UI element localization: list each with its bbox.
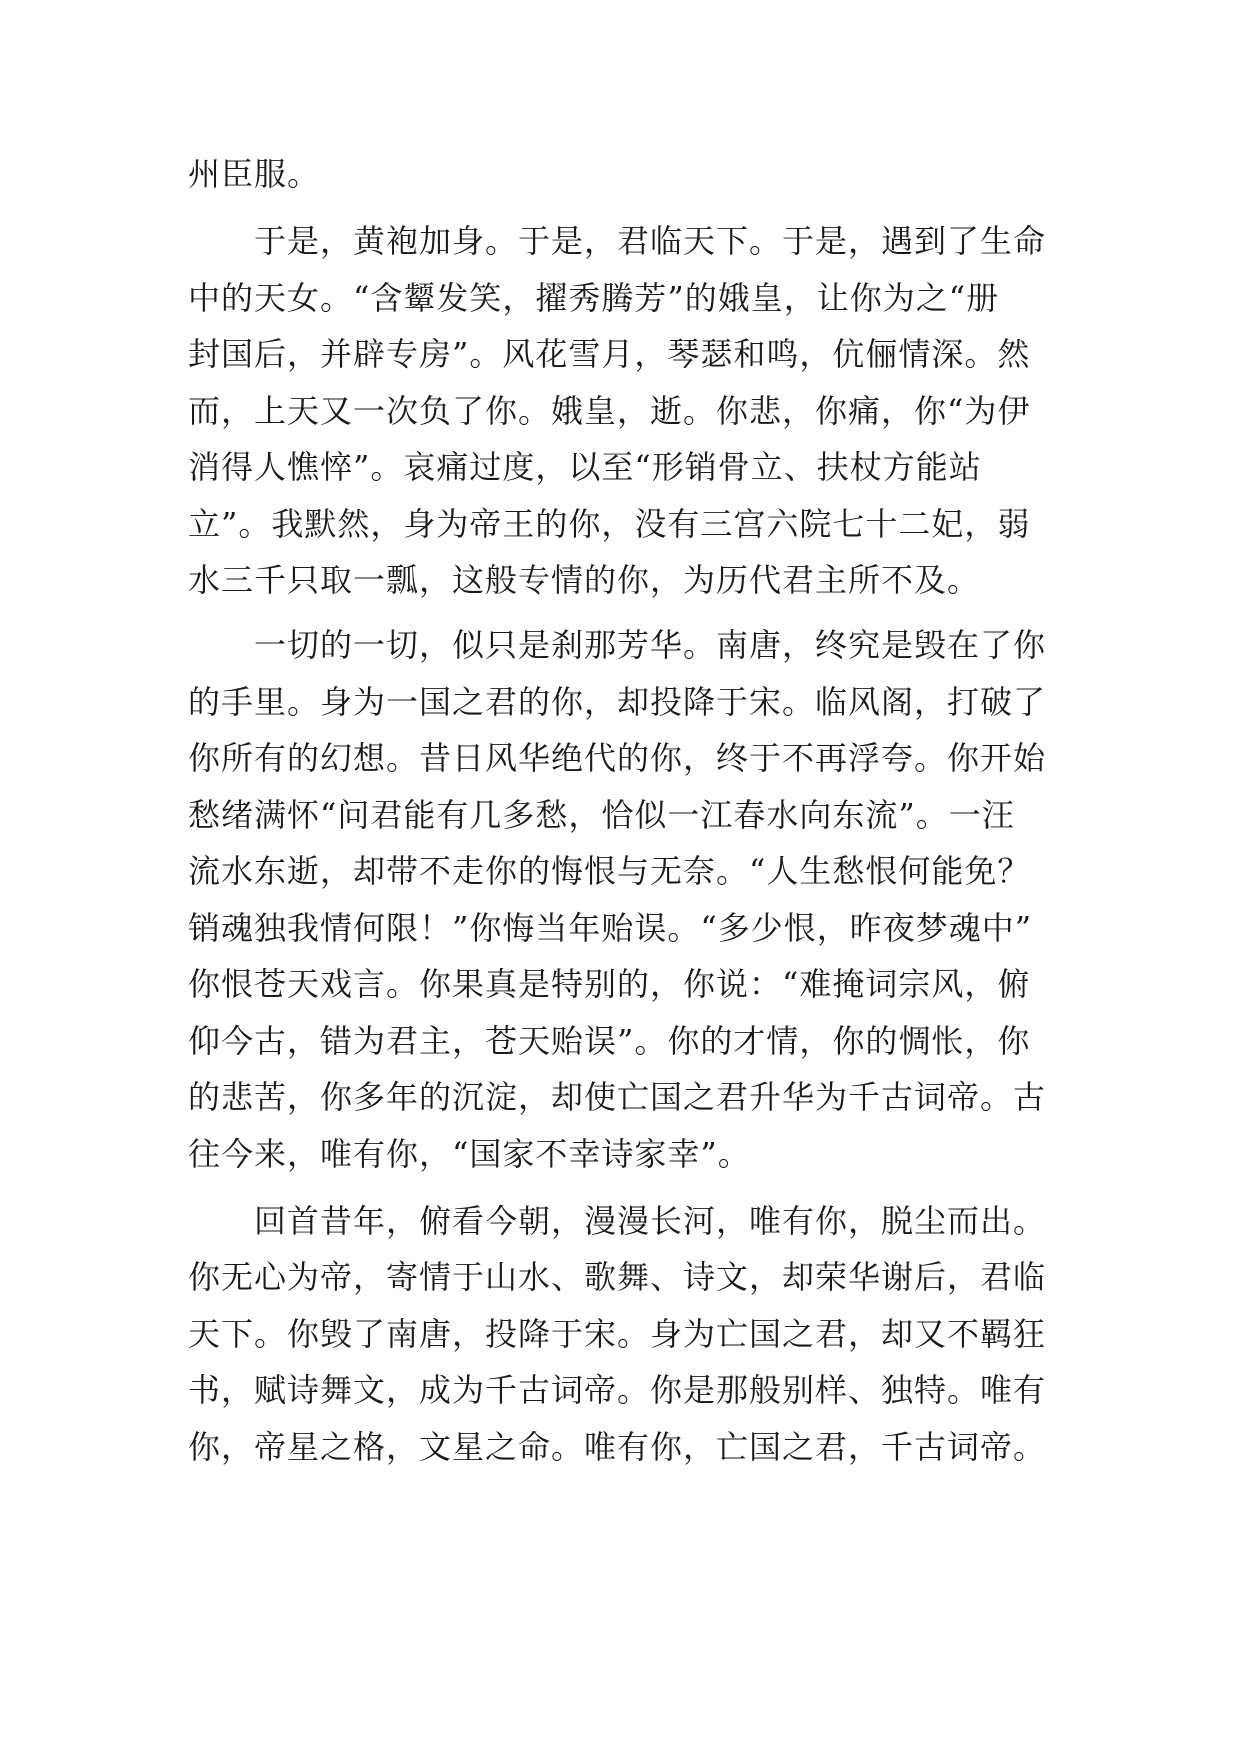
text-line: 仰今古，错为君主，苍天贻误”。你的才情，你的惆怅，你 bbox=[188, 1022, 1031, 1060]
text-line: 而，上天又一次负了你。娥皇，逝。你悲，你痛，你“为伊 bbox=[188, 392, 1031, 430]
text-line: 中的天女。“含颦发笑，擢秀腾芳”的娥皇，让你为之“册 bbox=[188, 279, 1000, 317]
text-line: 消得人憔悴”。哀痛过度，以至“形销骨立、扶杖方能站 bbox=[188, 448, 982, 486]
paragraph-first-line: 一切的一切，似只是刹那芳华。南唐，终究是毁在了你 bbox=[254, 626, 1047, 664]
paragraph-first-line: 回首昔年，俯看今朝，漫漫长河，唯有你，脱尘而出。 bbox=[254, 1202, 1047, 1240]
text-line: 流水东逝，却带不走你的悔恨与无奈。“人生愁恨何能免？ bbox=[188, 852, 1031, 890]
text-line: 立”。我默然，身为帝王的你，没有三宫六院七十二妃，弱 bbox=[188, 505, 1031, 543]
text-line: 的手里。身为一国之君的你，却投降于宋。临风阁，打破了 bbox=[188, 683, 1047, 721]
text-line: 书，赋诗舞文，成为千古词帝。你是那般别样、独特。唯有 bbox=[188, 1371, 1047, 1409]
text-line: 天下。你毁了南唐，投降于宋。身为亡国之君，却又不羁狂 bbox=[188, 1315, 1047, 1353]
text-line: 你恨苍天戏言。你果真是特别的，你说：“难掩词宗风，俯 bbox=[188, 965, 1031, 1003]
text-line: 愁绪满怀“问君能有几多愁，恰似一江春水向东流”。一汪 bbox=[188, 796, 1015, 834]
text-line: 你，帝星之格，文星之命。唯有你，亡国之君，千古词帝。 bbox=[188, 1428, 1047, 1466]
text-line: 州臣服。 bbox=[188, 155, 321, 193]
paragraph-first-line: 于是，黄袍加身。于是，君临天下。于是，遇到了生命 bbox=[254, 222, 1047, 260]
text-line: 你无心为帝，寄情于山水、歌舞、诗文，却荣华谢后，君临 bbox=[188, 1258, 1047, 1296]
text-line: 水三千只取一瓢，这般专情的你，为历代君主所不及。 bbox=[188, 561, 981, 599]
text-line: 往今来，唯有你，“国家不幸诗家幸”。 bbox=[188, 1135, 751, 1173]
text-line: 的悲苦，你多年的沉淀，却使亡国之君升华为千古词帝。古 bbox=[188, 1078, 1047, 1116]
text-line: 封国后，并辟专房”。风花雪月，琴瑟和鸣，伉俪情深。然 bbox=[188, 335, 1031, 373]
text-line: 销魂独我情何限！”你悔当年贻误。“多少恨，昨夜梦魂中” bbox=[188, 909, 1033, 947]
text-line: 你所有的幻想。昔日风华绝代的你，终于不再浮夸。你开始 bbox=[188, 739, 1047, 777]
